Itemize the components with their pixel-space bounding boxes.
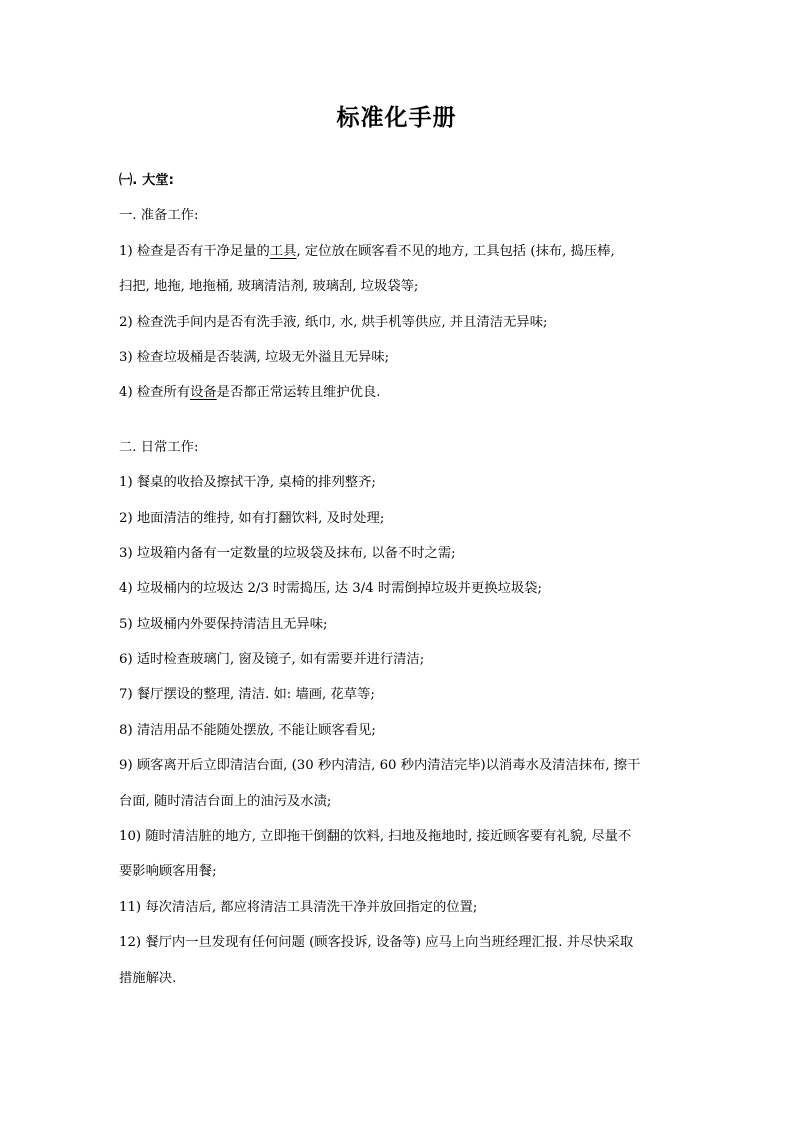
document-title: 标准化手册: [336, 105, 457, 131]
preparation-heading: 一. 准备工作:: [119, 208, 199, 224]
daily-item-1: 1) 餐桌的收拾及擦拭干净, 桌椅的排列整齐;: [119, 475, 376, 491]
preparation-item-4: [119, 375, 685, 410]
preparation-item-1-line-1: [119, 234, 685, 269]
daily-item-4: 4) 垃圾桶内的垃圾达 2/3 时需捣压, 达 3/4 时需倒掉垃圾并更换垃圾袋;: [119, 581, 542, 597]
preparation-item-3: 3) 检查垃圾桶是否装满, 垃圾无外溢且无异味;: [119, 349, 390, 365]
daily-item-12-line-2: 措施解决.: [119, 970, 177, 986]
daily-item-6: 6) 适时检查玻璃门, 窗及镜子, 如有需要并进行清洁;: [119, 652, 425, 668]
text-segment: 1) 检查是否有干净足量的: [119, 243, 270, 259]
daily-item-2: 2) 地面清洁的维持, 如有打翻饮料, 及时处理;: [119, 510, 385, 526]
text-segment: 4) 检查所有: [119, 385, 191, 401]
daily-item-9-line-1: 9) 顾客离开后立即清洁台面, (30 秒内清洁, 60 秒内清洁完毕)以消毒水及清洁抹布, 擦干: [119, 758, 641, 774]
section-heading-lobby: ㈠. 大堂:: [119, 173, 174, 188]
daily-item-11: 11) 每次清洁后, 都应将清洁工具清洗干净并放回指定的位置;: [119, 899, 478, 915]
daily-item-5: 5) 垃圾桶内外要保持清洁且无异味;: [119, 616, 328, 632]
daily-item-10-line-1: 10) 随时清洁脏的地方, 立即拖干倒翻的饮料, 扫地及拖地时, 接近顾客要有礼貌, 尽量不: [119, 829, 632, 845]
text-segment: 是否都正常运转且维护优良.: [216, 385, 381, 401]
daily-heading: 二. 日常工作:: [119, 439, 199, 455]
daily-item-9-line-2: 台面, 随时清洁台面上的油污及水渍;: [119, 793, 332, 809]
underlined-term-equipment: 设备: [190, 385, 217, 401]
section-gap: [119, 411, 685, 430]
daily-item-10-line-2: 要影响顾客用餐;: [119, 864, 217, 880]
daily-item-8: 8) 清洁用品不能随处摆放, 不能让顾客看见;: [119, 722, 376, 738]
daily-item-3: 3) 垃圾箱内备有一定数量的垃圾袋及抹布, 以备不时之需;: [119, 545, 456, 561]
preparation-item-2: 2) 检查洗手间内是否有洗手液, 纸巾, 水, 烘手机等供应, 并且清洁无异味;: [119, 314, 548, 330]
underlined-term-tools: 工具: [269, 243, 297, 259]
text-segment: , 定位放在顾客看不见的地方, 工具包括 (抹布, 捣压棒,: [296, 243, 615, 259]
daily-item-12-line-1: 12) 餐厅内一旦发现有任何问题 (顾客投诉, 设备等) 应马上向当班经理汇报. 并尽快采取: [119, 935, 634, 951]
document-body: [119, 163, 685, 996]
preparation-item-1-line-2: 扫把, 地拖, 地拖桶, 玻璃清洁剂, 玻璃刮, 垃圾袋等;: [119, 279, 419, 295]
daily-item-7: 7) 餐厅摆设的整理, 清洁. 如: 墙画, 花草等;: [119, 687, 375, 703]
